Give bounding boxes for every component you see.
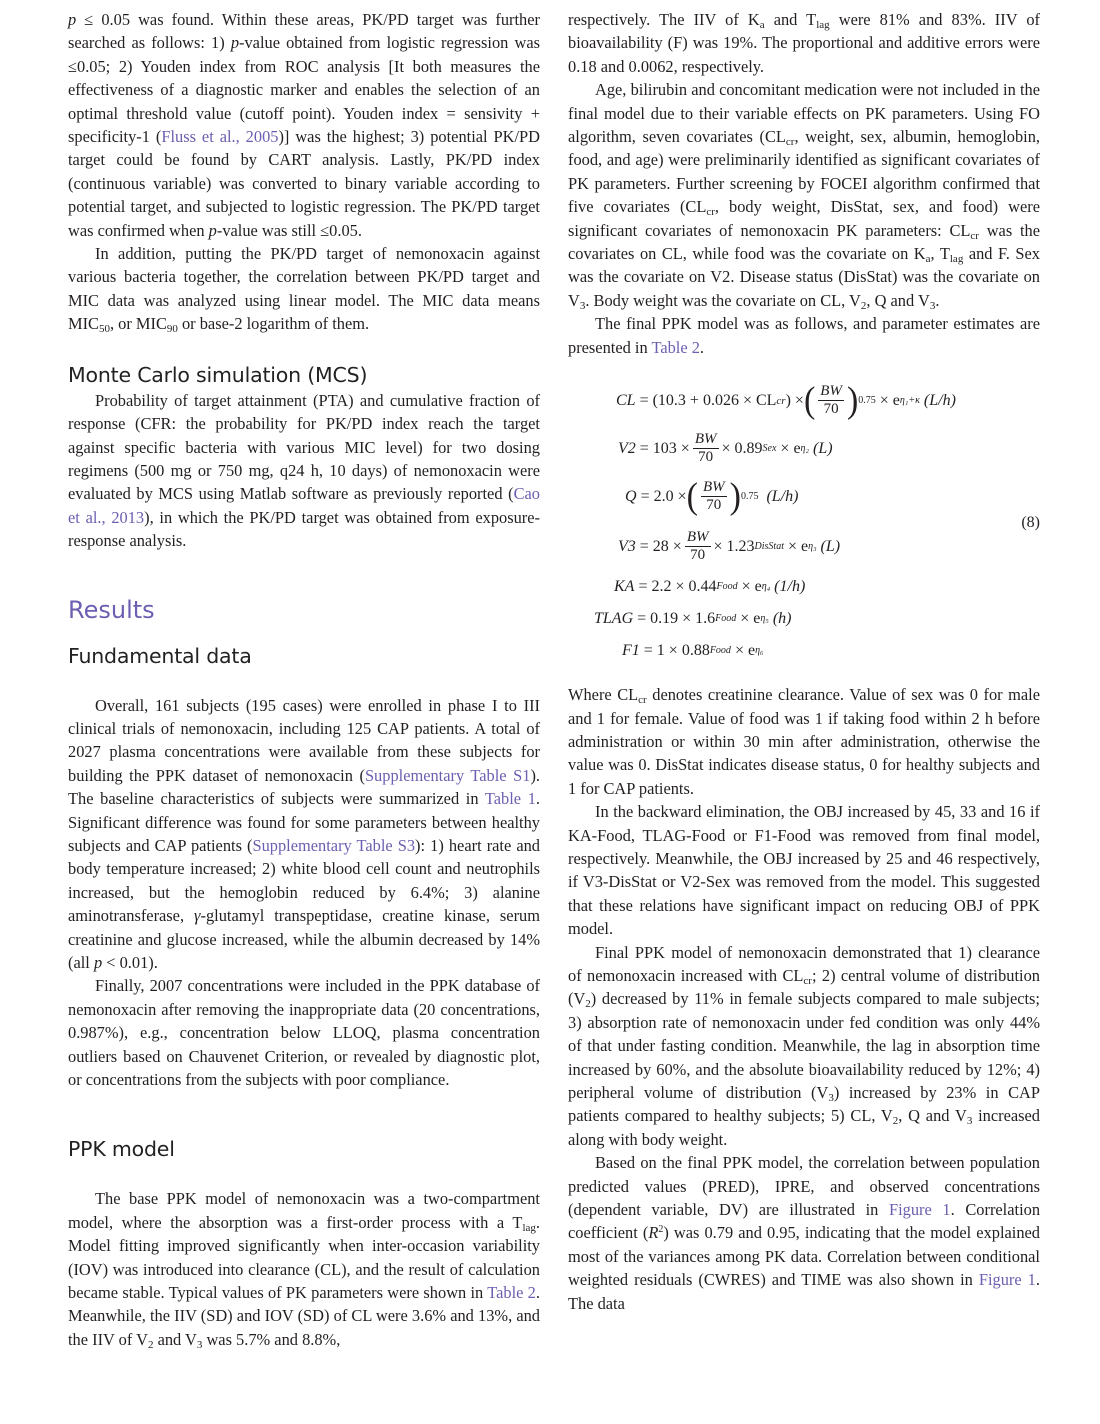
link-table-2[interactable]: Table 2 bbox=[487, 1283, 536, 1303]
paragraph-model-correlation: Based on the final PPK model, the correlation between population predicted values (PRED), IPRE, and observed concentrations (dependent variable, DV) are illustrated in Figure 1. Correlation coefficient $(R^2)$ was 0.79 and 0.95, indicating that the model explained most of the variances among PK data. Correlation between conditional weighted residuals (CWRES) and TIME was also shown in Figure 1. The data bbox=[568, 1153, 1041, 1313]
paragraph-iiv-values: respectively. The IIV of $K_a$ and $T_{lag}$ were 81% and 83%. IIV of bioavailability (F) was 19%. The proportional and additive errors were 0.18 and 0.0062, respectively. bbox=[568, 10, 1040, 76]
section-heading-fundamental-data: Fundamental data bbox=[68, 643, 252, 668]
paragraph-fundamental-data: Overall, 161 subjects (195 cases) were enrolled in phase I to III clinical trials of nemonoxacin, including 125 CAP patients. A total of 2027 plasma concentrations were available from these subjects for building the PPK dataset of nemonoxacin (Supplementary Table S1). The baseline characteristics of subjects were summarized in Table 1. Significant difference was found for some parameters between healthy subjects and CAP patients (Supplementary Table S3): 1) heart rate and body temperature increased; 2) white blood cell count and neutrophils increased, but the hemoglobin reduced by 6.4%; 3) alanine aminotransferase, γ-glutamyl transpeptidase, creatine kinase, serum creatinine and glucose increased, while the albumin decreased by 14% (all p < 0.01). bbox=[68, 695, 541, 972]
paragraph-covariate-definitions: Where $CL_{cr}$ denotes creatinine clearance. Value of sex was 0 for male and 1 for female. Value of food was 1 if taking food within 2 h before administration or within 30 min after administration, otherwise the value was 0. DisStat indicates disease status, 0 for healthy subjects and 1 for CAP patients. bbox=[568, 685, 1040, 798]
fraction-bw-70: $\frac{BW}{70}$ bbox=[820, 383, 842, 418]
left-column bbox=[68, 8, 540, 1351]
paragraph-backward-elimination: In the backward elimination, the OBJ increased by 45, 33 and 16 if KA-Food, TLAG-Food or F1-Food was removed from final model, respectively. Meanwhile, the OBJ increased by 25 and 46 respectively, if V3-DisStat or V2-Sex was removed from the model. This suggested that these relations have significant impact on reducing OBJ of PPK model. bbox=[568, 802, 1040, 939]
equation-tlag: TLAG = 0.19 × 1.6 Food × e η₅ (h) bbox=[594, 610, 792, 628]
left-paren: ( bbox=[686, 475, 698, 517]
equation-block-final-ppk-model bbox=[568, 373, 1040, 673]
paragraph-final-model-intro: The final PPK model was as follows, and parameter estimates are presented in Table 2. bbox=[568, 314, 1040, 357]
fraction-bw-70: $\frac{BW}{70}$ bbox=[686, 529, 709, 564]
paragraph-ppk-database: Finally, 2007 concentrations were included in the PPK database of nemonoxacin after removing the inappropriate data (20 concentrations, 0.987%), e.g., concentration below LLOQ, plasma concentration outliers based on Chauvenet Criterion, or revealed by diagnostic plot, or concentrations from the subjects with poor compliance. bbox=[68, 976, 540, 1090]
right-paren: ) bbox=[729, 475, 741, 517]
link-table-2[interactable]: Table 2 bbox=[651, 337, 700, 357]
paragraph-covariates: Age, bilirubin and concomitant medication were not included in the final model due to their variable effects on PK parameters. Using FO algorithm, seven covariates ($CL_{cr}$, weight, sex, albumin, hemoglobin, food, and age) were preliminarily identified as significant covariates of PK parameters. Further screening by FOCEI algorithm confirmed that five covariates ($CL_{cr}$, body weight, DisStat, sex, and food) were significant covariates of nemonoxacin PK parameters: $CL_{cr}$ was the covariates on CL, while food was the covariate on $K_a$, $T_{lag}$ and F. Sex was the covariate on V2. Disease status (DisStat) was the covariate on $V_3$. Body weight was the covariate on CL, $V_2$, Q and $V_3$. bbox=[568, 80, 1041, 312]
citation-link-fluss-2005[interactable]: Fluss et al., 2005 bbox=[161, 127, 279, 147]
section-heading-ppk-model: PPK model bbox=[68, 1137, 175, 1162]
section-heading-mcs: Monte Carlo simulation (MCS) bbox=[68, 362, 368, 387]
link-table-1[interactable]: Table 1 bbox=[484, 789, 536, 809]
left-paren: ( bbox=[803, 379, 816, 421]
fraction-bw-70: $\frac{BW}{70}$ bbox=[702, 479, 725, 514]
paragraph-final-model-findings: Final PPK model of nemonoxacin demonstrated that 1) clearance of nemonoxacin increased with $CL_{cr}$; 2) central volume of distribution $(V_2)$ decreased by 11% in female subjects compared to male subjects; 3) absorption rate of nemonoxacin under fed condition was only 44% of that under fasting condition. Meanwhile, the lag in absorption time increased by 60%, and the absolute bioavailability reduced by 12%; 4) peripheral volume of distribution $(V_3)$ increased by 23% in CAP patients compared to healthy subjects; 5) CL, $V_2$, Q and $V_3$ increased along with body weight. bbox=[568, 942, 1041, 1149]
equation-number: (8) bbox=[1021, 514, 1040, 532]
fraction-bw-70: $\frac{BW}{70}$ bbox=[694, 431, 717, 466]
paragraph-pkpd-target-search: p ≤ 0.05 was found. Within these areas, PK/PD target was further searched as follows: 1) p-value obtained from logistic regression was ≤0.05; 2) Youden index from ROC analysis [It both measures the effectiveness of a diagnostic marker and enables the selection of an optimal threshold value (cutoff point). Youden index = sensivity + specificity-1 (Fluss et al., 2005)] was the highest; 3) potential PK/PD target could be found by CART analysis. Lastly, PK/PD index (continuous variable) was converted to binary variable according to potential target, and subjected to logistic regression. The PK/PD target was confirmed when p-value was still ≤0.05. bbox=[68, 10, 540, 240]
link-supplementary-table-s1[interactable]: Supplementary Table S1 bbox=[364, 765, 531, 785]
link-figure-1[interactable]: Figure 1 bbox=[978, 1270, 1036, 1290]
equation-q: Q = 2.0 × ( $\frac{BW}{70}$ ) 0.75 (L/h) bbox=[625, 475, 799, 517]
equation-v3: V3 = 28 × $\frac{BW}{70}$ × 1.23 DisStat × e η₃ (L) bbox=[618, 529, 841, 564]
link-figure-1[interactable]: Figure 1 bbox=[888, 1200, 951, 1220]
equation-v2: V2 = 103 × $\frac{BW}{70}$ × 0.89 Sex × e η₂ (L) bbox=[618, 431, 833, 466]
equation-ka: KA = 2.2 × 0.44 Food × e η₄ (1/h) bbox=[614, 578, 806, 596]
equation-f1: F1 = 1 × 0.88 Food × e η₆ bbox=[622, 642, 764, 660]
section-heading-results: Results bbox=[68, 595, 155, 624]
equation-cl: CL = (10.3 + 0.026 × CL cr ) × ( $\frac{BW}{70}$ ) 0.75 × e η₁+κ (L/h) bbox=[616, 379, 956, 421]
paragraph-mcs: Probability of target attainment (PTA) and cumulative fraction of response (CFR: the probability for PK/PD index reach the target against specific bacteria with various MIC level) for two dosing regimens (500 mg or 750 mg, q24 h, 10 days) of nemonoxacin were evaluated by MCS using Matlab software as previously reported (Cao et al., 2013), in which the PK/PD target was obtained from exposure-response analysis. bbox=[68, 390, 540, 551]
paragraph-base-ppk-model: The base PPK model of nemonoxacin was a two-compartment model, where the absorption was a first-order process with a $T_{lag}$. Model fitting improved significantly when inter-occasion variability (IOV) was introduced into clearance (CL), and the result of calculation became stable. Typical values of PK parameters were shown in Table 2. Meanwhile, the IIV (SD) and IOV (SD) of CL were 3.6% and 13%, and the IIV of $V_2$ and $V_3$ was 5.7% and 8.8%, bbox=[68, 1189, 540, 1351]
right-column bbox=[568, 8, 1040, 1315]
right-paren: ) bbox=[846, 379, 859, 421]
link-supplementary-table-s3[interactable]: Supplementary Table S3 bbox=[252, 835, 416, 855]
paragraph-mic-correlation: In addition, putting the PK/PD target of nemonoxacin against various bacteria together, the correlation between PK/PD target and MIC data was analyzed using linear model. The MIC data means $MIC_{50}$, or $MIC_{90}$ or base-2 logarithm of them. bbox=[68, 244, 540, 336]
citation-link-cao-2013[interactable]: Cao et al., 2013 bbox=[68, 484, 540, 527]
